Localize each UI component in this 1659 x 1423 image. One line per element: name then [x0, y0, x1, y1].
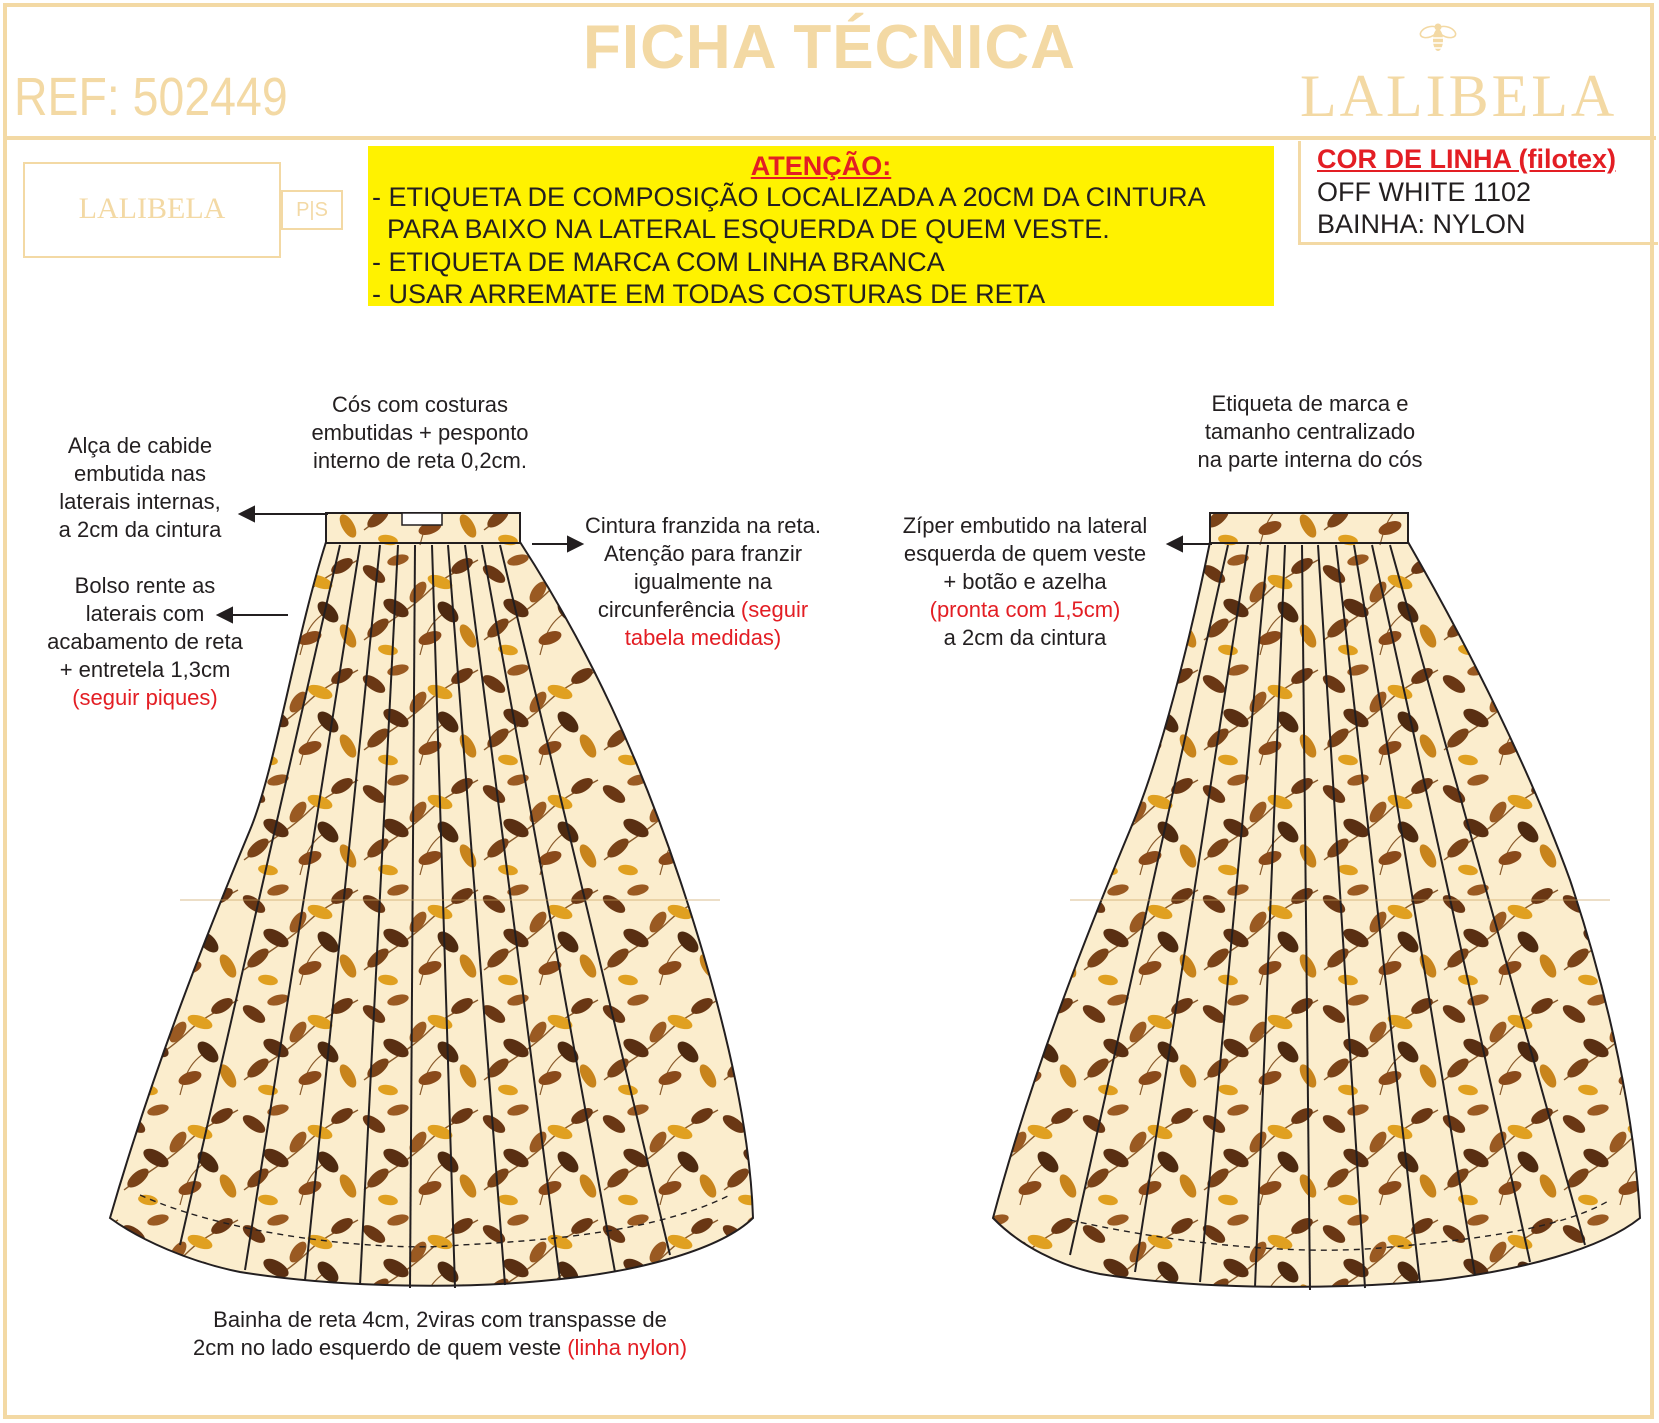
- note-line: + entretela 1,3cm: [59, 657, 231, 682]
- note-line: na parte interna do cós: [1197, 447, 1423, 472]
- note-line: igualmente na: [633, 569, 773, 594]
- note-line: a 2cm da cintura: [943, 625, 1107, 650]
- note-line: a 2cm da cintura: [58, 517, 222, 542]
- note-waistband: [290, 391, 550, 475]
- note-line: Zíper embutido na lateral: [902, 513, 1148, 538]
- label-brand-text: LALIBELA: [78, 192, 226, 225]
- note-line: embutidas + pesponto: [311, 420, 529, 445]
- note-back-label: [1170, 390, 1450, 474]
- note-line: embutida nas: [73, 461, 207, 486]
- note-line: + botão e azelha: [943, 569, 1107, 594]
- brand-logo: LALIBELA: [1300, 63, 1618, 129]
- attention-line: - USAR ARREMATE EM TODAS COSTURAS DE RETA: [372, 279, 1046, 309]
- note-gathered-waist: [568, 512, 838, 652]
- note-line: Atenção para franzir: [603, 541, 803, 566]
- attention-line: - ETIQUETA DE MARCA COM LINHA BRANCA: [372, 247, 945, 277]
- note-line-red: tabela medidas): [624, 625, 782, 650]
- note-text-red: (seguir: [740, 597, 809, 622]
- reference-number: REF: 502449: [14, 67, 288, 127]
- thread-color: OFF WHITE 1102: [1317, 177, 1532, 207]
- note-line: [568, 596, 838, 624]
- note-line: Bainha de reta 4cm, 2viras com transpasse de: [213, 1307, 667, 1332]
- attention-line: - ETIQUETA DE COMPOSIÇÃO LOCALIZADA A 20CM DA CINTURA: [372, 182, 1206, 212]
- attention-line: PARA BAIXO NA LATERAL ESQUERDA DE QUEM VESTE.: [372, 214, 1110, 244]
- note-line: interno de reta 0,2cm.: [312, 448, 527, 473]
- attention-heading: ATENÇÃO:: [750, 151, 892, 181]
- note-line: laterais com: [85, 601, 205, 626]
- note-text: circunferência: [597, 597, 741, 622]
- note-line: tamanho centralizado: [1204, 419, 1416, 444]
- note-hanger-loop: [40, 432, 240, 544]
- note-hem: [130, 1306, 750, 1362]
- note-line-red: (pronta com 1,5cm): [929, 597, 1121, 622]
- note-text-red: (linha nylon): [567, 1335, 688, 1360]
- note-text: 2cm no lado esquerdo de quem veste: [192, 1335, 568, 1360]
- note-line: laterais internas,: [59, 489, 221, 514]
- note-line: Alça de cabide: [67, 433, 213, 458]
- thread-hem: BAINHA: NYLON: [1317, 209, 1526, 239]
- size-label-sample: P|S: [281, 190, 343, 230]
- note-line: Cintura franzida na reta.: [584, 513, 822, 538]
- note-zipper: [885, 512, 1165, 652]
- note-pocket: [30, 572, 260, 712]
- note-line: Cós com costuras: [331, 392, 509, 417]
- page-title: FICHA TÉCNICA: [583, 13, 1076, 82]
- note-line-red: (seguir piques): [72, 685, 218, 710]
- note-line: Bolso rente as: [74, 573, 216, 598]
- note-line: acabamento de reta: [47, 629, 243, 654]
- note-line: Etiqueta de marca e: [1211, 391, 1409, 416]
- note-line: esquerda de quem veste: [903, 541, 1147, 566]
- note-line: [130, 1334, 750, 1362]
- thread-heading: COR DE LINHA (filotex): [1317, 144, 1616, 174]
